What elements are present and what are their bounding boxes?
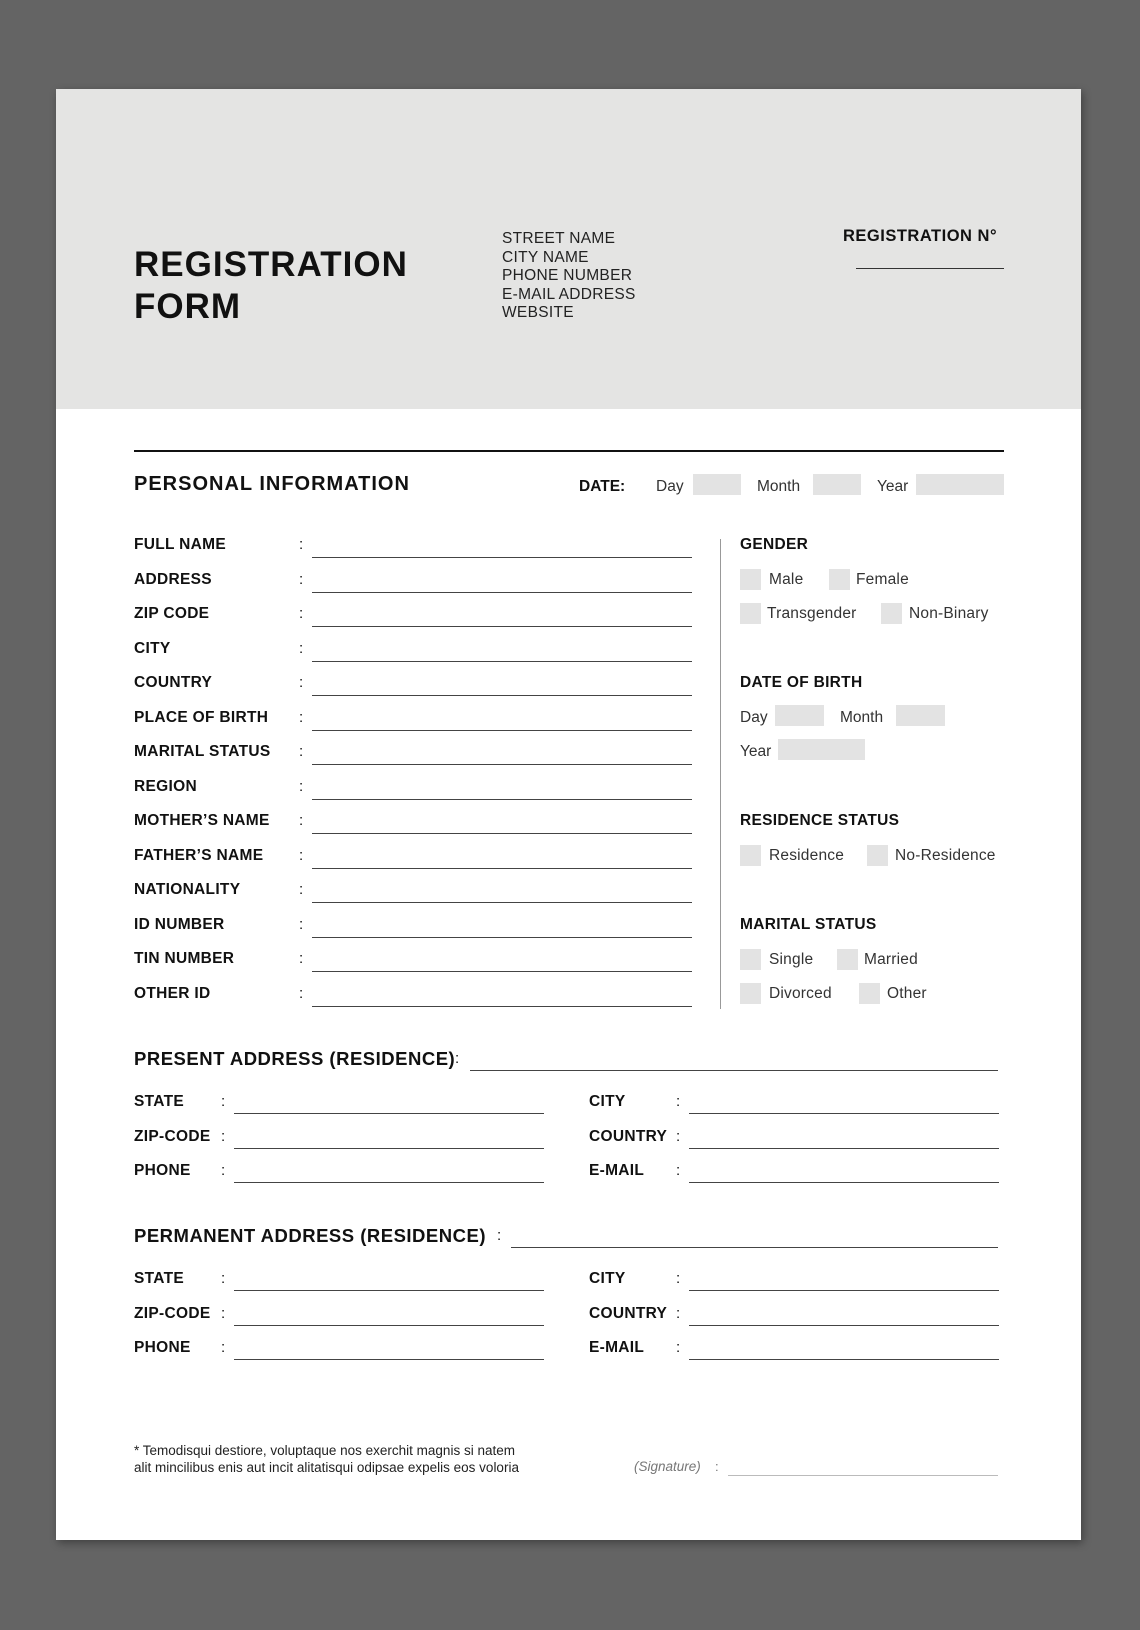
present-email-label: E-MAIL bbox=[589, 1162, 645, 1179]
column-divider bbox=[720, 539, 721, 1009]
marital-status-line[interactable] bbox=[312, 764, 692, 765]
field-colon: : bbox=[676, 1162, 681, 1179]
gender-male-label: Male bbox=[769, 571, 804, 588]
permanent-zip-line[interactable] bbox=[234, 1325, 544, 1326]
gender-transgender-label: Transgender bbox=[767, 605, 857, 622]
title-line-2: FORM bbox=[134, 287, 242, 326]
present-address-line[interactable] bbox=[470, 1070, 998, 1071]
field-colon: : bbox=[299, 985, 304, 1002]
city-line[interactable] bbox=[312, 661, 692, 662]
married-checkbox[interactable] bbox=[837, 949, 858, 970]
footer-note bbox=[134, 1442, 519, 1476]
region-line[interactable] bbox=[312, 799, 692, 800]
permanent-zip-label: ZIP-CODE bbox=[134, 1305, 211, 1322]
gender-title: GENDER bbox=[740, 536, 809, 553]
title-line-1: REGISTRATION bbox=[134, 245, 408, 284]
dob-year-box[interactable] bbox=[778, 739, 865, 760]
present-email-line[interactable] bbox=[689, 1182, 999, 1183]
permanent-phone-line[interactable] bbox=[234, 1359, 544, 1360]
form-sheet bbox=[56, 89, 1081, 1540]
dob-title: DATE OF BIRTH bbox=[740, 674, 863, 691]
no-residence-checkbox[interactable] bbox=[867, 845, 888, 866]
present-state-label: STATE bbox=[134, 1093, 185, 1110]
date-year-label: Year bbox=[877, 478, 909, 495]
field-colon: : bbox=[299, 743, 304, 760]
field-colon: : bbox=[221, 1270, 226, 1287]
present-country-label: COUNTRY bbox=[589, 1128, 668, 1145]
dob-day-box[interactable] bbox=[775, 705, 824, 726]
registration-number-line[interactable] bbox=[856, 268, 1004, 269]
field-label-place-of-birth: PLACE OF BIRTH bbox=[134, 709, 269, 726]
present-state-line[interactable] bbox=[234, 1113, 544, 1114]
field-colon: : bbox=[676, 1093, 681, 1110]
full-name-line[interactable] bbox=[312, 557, 692, 558]
permanent-city-line[interactable] bbox=[689, 1290, 999, 1291]
permanent-country-label: COUNTRY bbox=[589, 1305, 668, 1322]
place-of-birth-line[interactable] bbox=[312, 730, 692, 731]
permanent-address-line[interactable] bbox=[511, 1247, 998, 1248]
present-phone-line[interactable] bbox=[234, 1182, 544, 1183]
other-id-line[interactable] bbox=[312, 1006, 692, 1007]
field-label-marital-status: MARITAL STATUS bbox=[134, 743, 271, 760]
other-label: Other bbox=[887, 985, 927, 1002]
field-colon: : bbox=[221, 1093, 226, 1110]
contact-phone: PHONE NUMBER bbox=[502, 267, 633, 284]
residence-label: Residence bbox=[769, 847, 845, 864]
date-month-label: Month bbox=[757, 478, 801, 495]
permanent-country-line[interactable] bbox=[689, 1325, 999, 1326]
present-city-line[interactable] bbox=[689, 1113, 999, 1114]
field-colon: : bbox=[676, 1305, 681, 1322]
registration-number-label: REGISTRATION N° bbox=[843, 227, 998, 245]
section-colon: : bbox=[455, 1050, 460, 1067]
field-label-tin-number: TIN NUMBER bbox=[134, 950, 235, 967]
field-label-country: COUNTRY bbox=[134, 674, 213, 691]
field-colon: : bbox=[221, 1128, 226, 1145]
field-colon: : bbox=[221, 1305, 226, 1322]
divorced-checkbox[interactable] bbox=[740, 983, 761, 1004]
id-number-line[interactable] bbox=[312, 937, 692, 938]
dob-year-label: Year bbox=[740, 743, 772, 760]
field-label-zip-code: ZIP CODE bbox=[134, 605, 210, 622]
permanent-email-line[interactable] bbox=[689, 1359, 999, 1360]
dob-month-box[interactable] bbox=[896, 705, 945, 726]
field-label-mothers-name: MOTHER’S NAME bbox=[134, 812, 270, 829]
country-line[interactable] bbox=[312, 695, 692, 696]
present-zip-line[interactable] bbox=[234, 1148, 544, 1149]
gender-male-checkbox[interactable] bbox=[740, 569, 761, 590]
address-line[interactable] bbox=[312, 592, 692, 593]
residence-status-title: RESIDENCE STATUS bbox=[740, 812, 900, 829]
field-colon: : bbox=[299, 571, 304, 588]
field-colon: : bbox=[299, 674, 304, 691]
footer-note-line-1: * Temodisqui destiore, voluptaque nos exerchit magnis si natem bbox=[134, 1443, 515, 1458]
contact-block bbox=[502, 230, 636, 323]
date-day-box[interactable] bbox=[693, 474, 741, 495]
section-colon: : bbox=[497, 1227, 502, 1244]
signature-line[interactable] bbox=[728, 1475, 998, 1476]
gender-transgender-checkbox[interactable] bbox=[740, 603, 761, 624]
gender-nonbinary-checkbox[interactable] bbox=[881, 603, 902, 624]
married-label: Married bbox=[864, 951, 918, 968]
permanent-phone-label: PHONE bbox=[134, 1339, 191, 1356]
dob-day-label: Day bbox=[740, 709, 768, 726]
present-address-title: PRESENT ADDRESS (RESIDENCE) bbox=[134, 1048, 456, 1069]
personal-info-title: PERSONAL INFORMATION bbox=[134, 473, 410, 495]
contact-email: E-MAIL ADDRESS bbox=[502, 285, 636, 303]
header-band bbox=[56, 89, 1081, 409]
field-colon: : bbox=[221, 1162, 226, 1179]
field-colon: : bbox=[299, 950, 304, 967]
form-title bbox=[134, 244, 408, 328]
mothers-name-line[interactable] bbox=[312, 833, 692, 834]
field-label-fathers-name: FATHER’S NAME bbox=[134, 847, 264, 864]
present-city-label: CITY bbox=[589, 1093, 626, 1110]
date-label: DATE: bbox=[579, 478, 626, 495]
field-colon: : bbox=[676, 1339, 681, 1356]
date-year-box[interactable] bbox=[916, 474, 1004, 495]
field-label-region: REGION bbox=[134, 778, 197, 795]
contact-website: WEBSITE bbox=[502, 304, 574, 321]
field-label-id-number: ID NUMBER bbox=[134, 916, 225, 933]
field-colon: : bbox=[299, 640, 304, 657]
other-checkbox[interactable] bbox=[859, 983, 880, 1004]
single-label: Single bbox=[769, 951, 814, 968]
present-zip-label: ZIP-CODE bbox=[134, 1128, 211, 1145]
field-colon: : bbox=[299, 812, 304, 829]
field-label-full-name: FULL NAME bbox=[134, 536, 226, 553]
gender-female-label: Female bbox=[856, 571, 909, 588]
field-colon: : bbox=[299, 778, 304, 795]
field-colon: : bbox=[676, 1128, 681, 1145]
tin-number-line[interactable] bbox=[312, 971, 692, 972]
gender-nonbinary-label: Non-Binary bbox=[909, 605, 989, 622]
signature-label: (Signature) bbox=[634, 1459, 701, 1474]
field-colon: : bbox=[676, 1270, 681, 1287]
permanent-address-title: PERMANENT ADDRESS (RESIDENCE) bbox=[134, 1225, 486, 1246]
signature-colon: : bbox=[715, 1459, 719, 1474]
nationality-line[interactable] bbox=[312, 902, 692, 903]
section-divider bbox=[134, 450, 1004, 452]
present-phone-label: PHONE bbox=[134, 1162, 191, 1179]
contact-street: STREET NAME bbox=[502, 230, 616, 247]
permanent-state-line[interactable] bbox=[234, 1290, 544, 1291]
field-colon: : bbox=[221, 1339, 226, 1356]
field-label-city: CITY bbox=[134, 640, 171, 657]
field-colon: : bbox=[299, 536, 304, 553]
field-colon: : bbox=[299, 605, 304, 622]
date-month-box[interactable] bbox=[813, 474, 861, 495]
field-colon: : bbox=[299, 847, 304, 864]
dob-month-label: Month bbox=[840, 709, 884, 726]
fathers-name-line[interactable] bbox=[312, 868, 692, 869]
footer-note-line-2: alit mincilibus enis aut incit alitatisqui odipsae expelis eos voloria bbox=[134, 1460, 519, 1475]
permanent-state-label: STATE bbox=[134, 1270, 185, 1287]
divorced-label: Divorced bbox=[769, 985, 832, 1002]
marital-status-title: MARITAL STATUS bbox=[740, 916, 877, 933]
present-country-line[interactable] bbox=[689, 1148, 999, 1149]
date-day-label: Day bbox=[656, 478, 684, 495]
permanent-city-label: CITY bbox=[589, 1270, 626, 1287]
contact-city: CITY NAME bbox=[502, 248, 589, 266]
field-colon: : bbox=[299, 916, 304, 933]
field-colon: : bbox=[299, 709, 304, 726]
gender-female-checkbox[interactable] bbox=[829, 569, 850, 590]
permanent-email-label: E-MAIL bbox=[589, 1339, 645, 1356]
field-label-nationality: NATIONALITY bbox=[134, 881, 241, 898]
zip-code-line[interactable] bbox=[312, 626, 692, 627]
residence-checkbox[interactable] bbox=[740, 845, 761, 866]
field-colon: : bbox=[299, 881, 304, 898]
no-residence-label: No-Residence bbox=[895, 847, 996, 864]
field-label-other-id: OTHER ID bbox=[134, 985, 211, 1002]
field-label-address: ADDRESS bbox=[134, 571, 212, 588]
single-checkbox[interactable] bbox=[740, 949, 761, 970]
